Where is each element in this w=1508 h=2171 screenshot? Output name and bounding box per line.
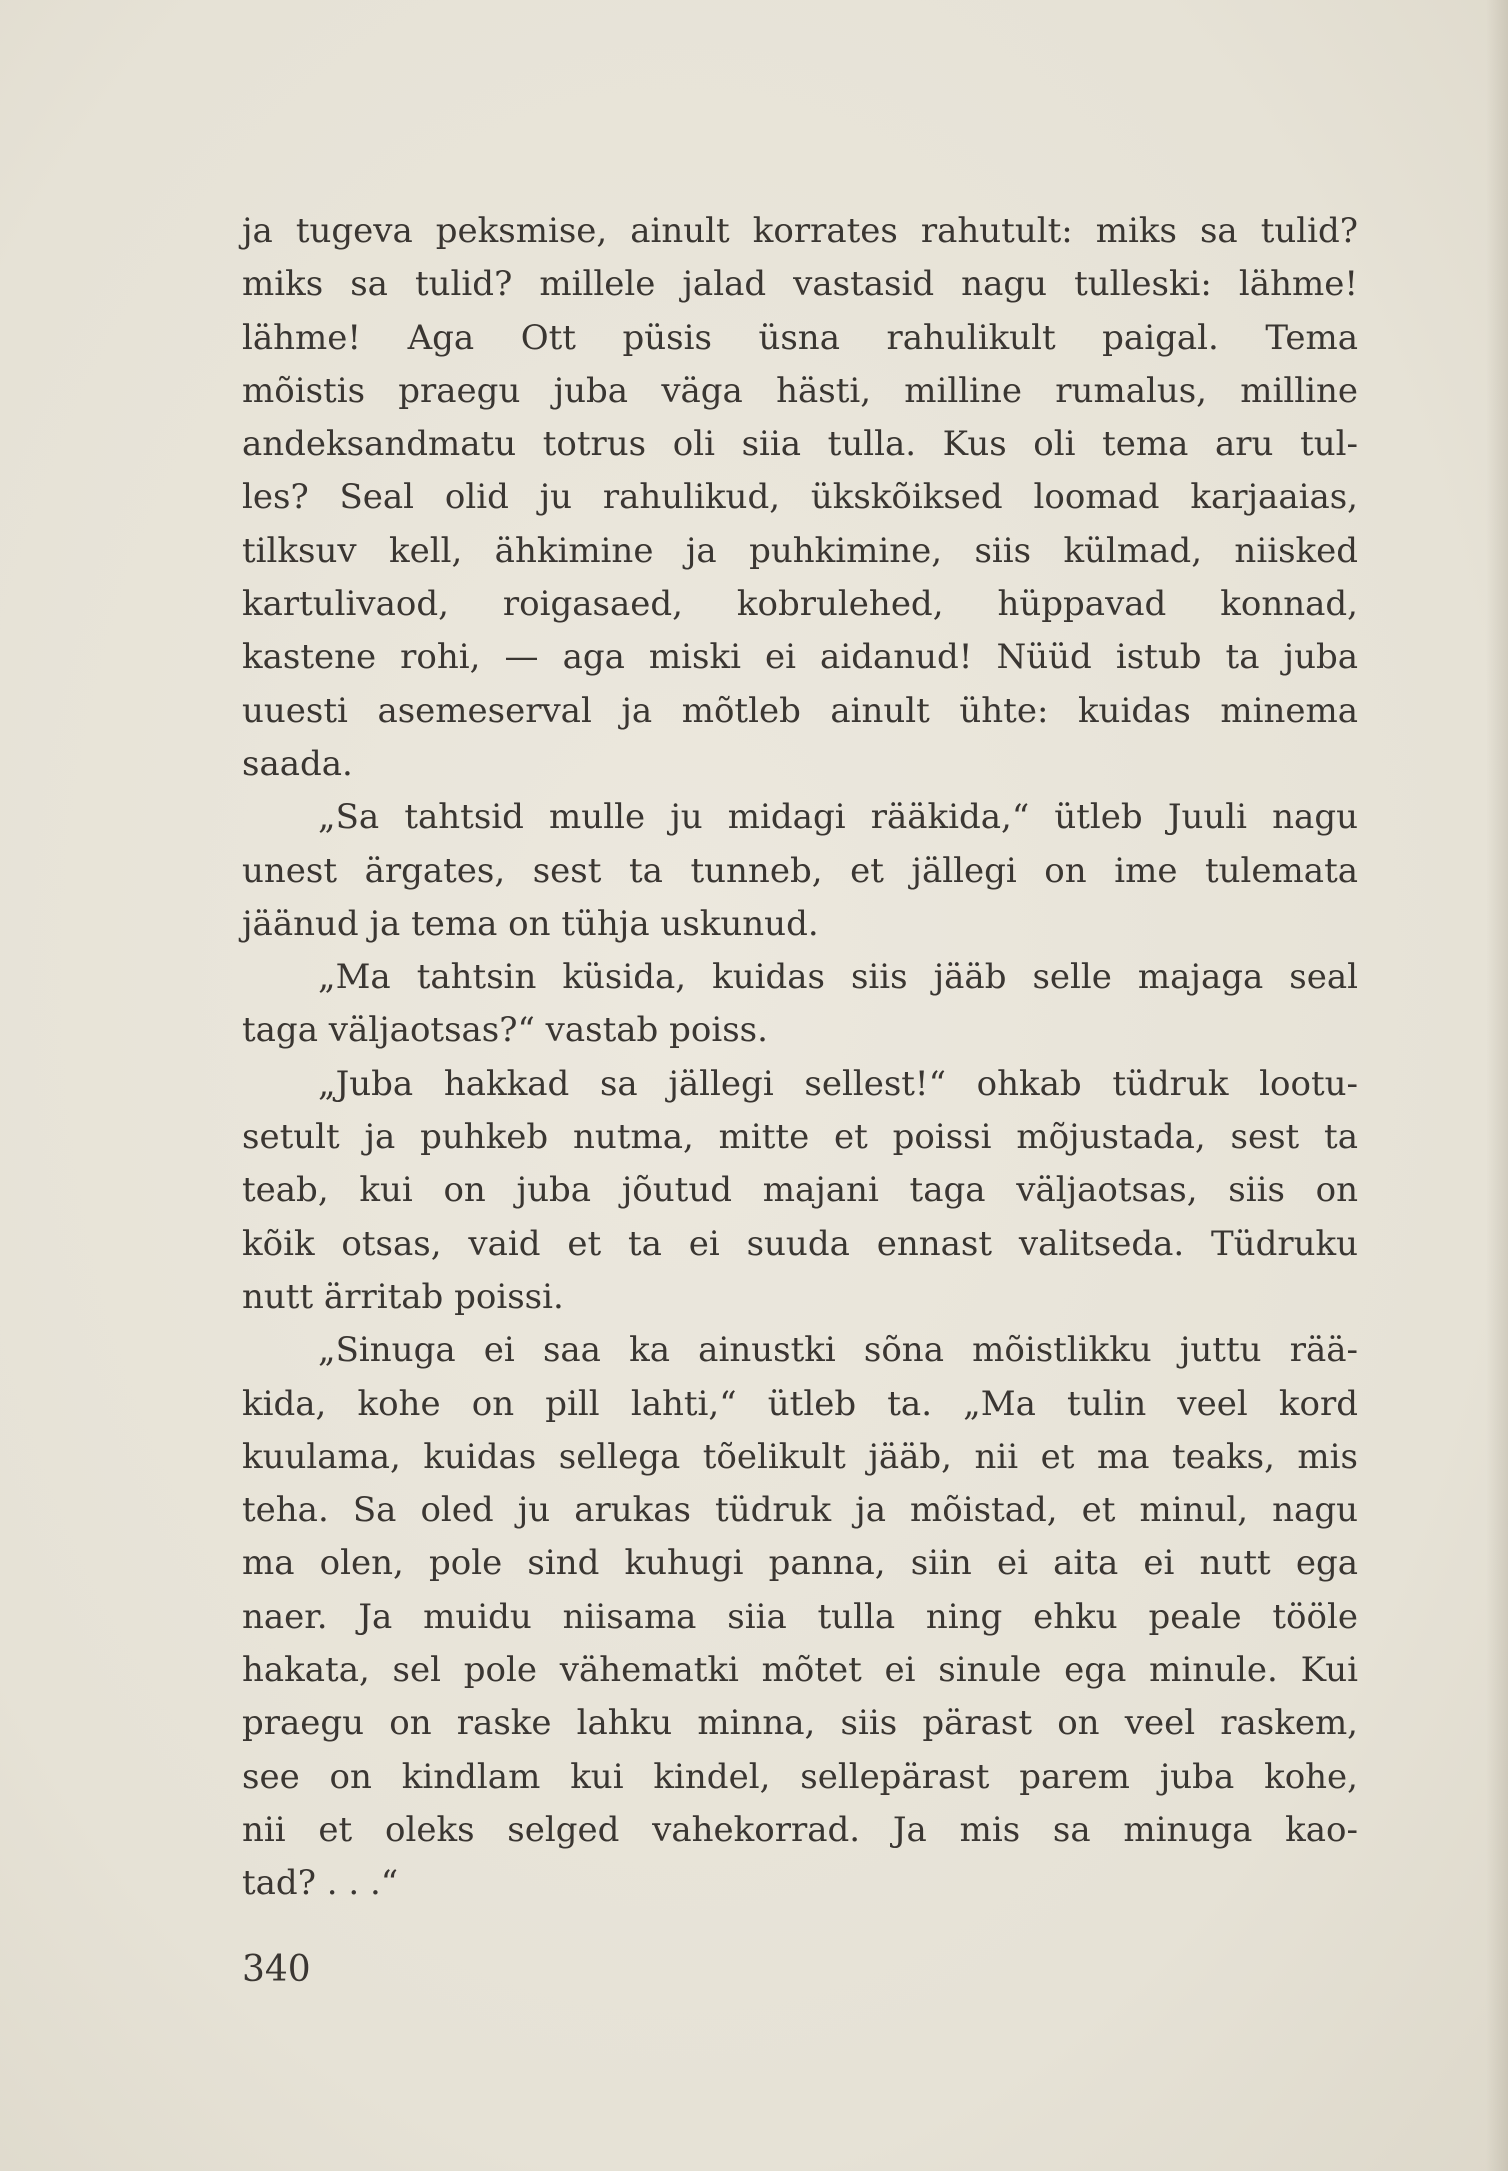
text-line: lähme! Aga Ott püsis üsna rahulikult paigal. Tema <box>242 317 1358 358</box>
text-line: hakata, sel pole vähematki mõtet ei sinule ega minule. Kui <box>242 1650 1358 1691</box>
text-line: „Juba hakkad sa jällegi sellest!“ ohkab tüdruk lootu- <box>318 1063 1358 1104</box>
text-line: ma olen, pole sind kuhugi panna, siin ei aita ei nutt ega <box>242 1543 1358 1584</box>
text-line: naer. Ja muidu niisama siia tulla ning ehku peale tööle <box>242 1596 1358 1637</box>
text-line: jäänud ja tema on tühja uskunud. <box>242 903 819 944</box>
text-line: mõistis praegu juba väga hästi, milline rumalus, milline <box>242 370 1358 411</box>
text-line: kastene rohi, — aga miski ei aidanud! Nüüd istub ta juba <box>242 637 1358 678</box>
page-edge-shadow <box>1486 0 1508 2171</box>
page-number: 340 <box>242 1949 311 1990</box>
text-line: miks sa tulid? millele jalad vastasid nagu tulleski: lähme! <box>242 264 1358 305</box>
body-text <box>242 205 1358 1911</box>
text-line: tilksuv kell, ähkimine ja puhkimine, siis külmad, niisked <box>242 530 1358 571</box>
text-line: ja tugeva peksmise, ainult korrates rahutult: miks sa tulid? <box>242 211 1358 251</box>
text-line: nii et oleks selged vahekorrad. Ja mis sa minuga kao- <box>242 1809 1358 1850</box>
text-line: kuulama, kuidas sellega tõelikult jääb, nii et ma teaks, mis <box>242 1436 1358 1477</box>
text-line: uuesti asemeserval ja mõtleb ainult ühte: kuidas minema <box>242 690 1358 731</box>
text-line: praegu on raske lahku minna, siis pärast on veel raskem, <box>242 1703 1358 1744</box>
text-line: les? Seal olid ju rahulikud, ükskõiksed loomad karjaaias, <box>242 477 1358 518</box>
text-line: saada. <box>242 743 353 784</box>
text-line: kartulivaod, roigasaed, kobrulehed, hüppavad konnad, <box>242 584 1358 625</box>
text-line: teha. Sa oled ju arukas tüdruk ja mõistad, et minul, nagu <box>242 1490 1358 1531</box>
text-line: see on kindlam kui kindel, sellepärast parem juba kohe, <box>242 1756 1358 1797</box>
text-line: „Sinuga ei saa ka ainustki sõna mõistlikku juttu rää- <box>318 1330 1358 1371</box>
text-line: nutt ärritab poissi. <box>242 1276 564 1317</box>
text-line: setult ja puhkeb nutma, mitte et poissi mõjustada, sest ta <box>242 1117 1358 1158</box>
text-line: andeksandmatu totrus oli siia tulla. Kus oli tema aru tul- <box>242 424 1358 465</box>
text-line: teab, kui on juba jõutud majani taga väljaotsas, siis on <box>242 1170 1358 1211</box>
text-line: „Ma tahtsin küsida, kuidas siis jääb selle majaga seal <box>318 957 1358 998</box>
text-line: unest ärgates, sest ta tunneb, et jällegi on ime tulemata <box>242 850 1358 891</box>
text-line: tad? . . .“ <box>242 1863 399 1904</box>
text-line: „Sa tahtsid mulle ju midagi rääkida,“ ütleb Juuli nagu <box>318 797 1358 838</box>
text-line: kõik otsas, vaid et ta ei suuda ennast valitseda. Tüdruku <box>242 1223 1358 1264</box>
text-line: kida, kohe on pill lahti,“ ütleb ta. „Ma tulin veel kord <box>242 1383 1358 1424</box>
text-line: taga väljaotsas?“ vastab poiss. <box>242 1010 768 1051</box>
